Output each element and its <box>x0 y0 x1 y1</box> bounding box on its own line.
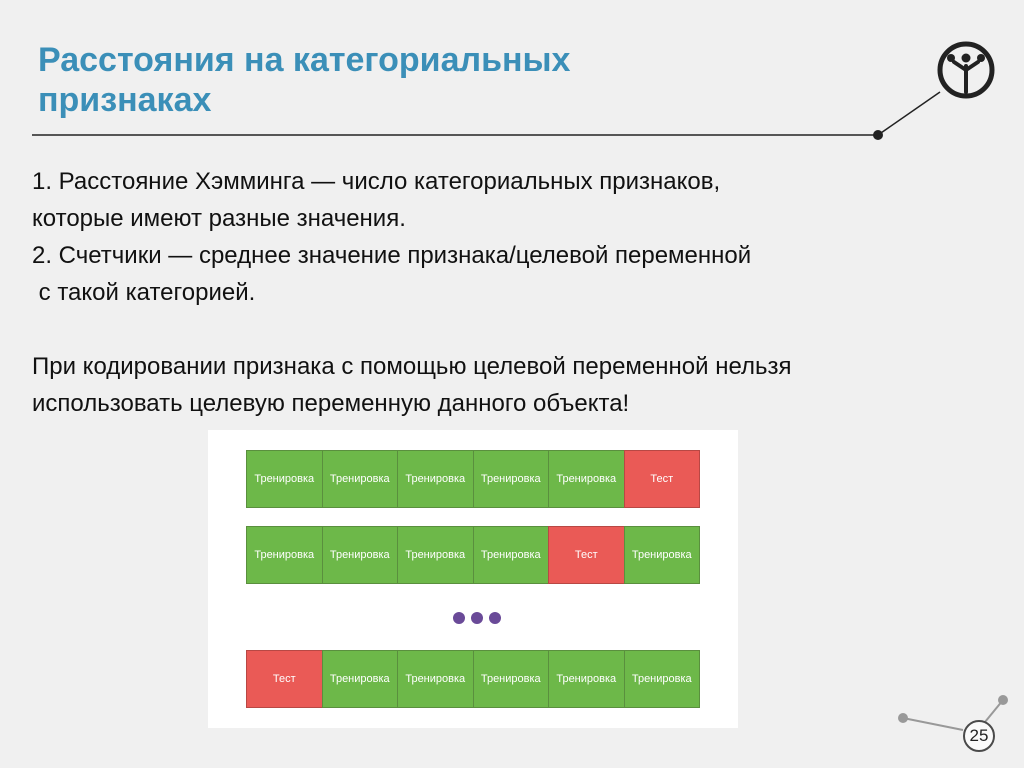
train-fold-cell: Тренировка <box>473 650 549 708</box>
footer-connector-line <box>903 718 963 730</box>
body-line-6: использовать целевую переменную данного объекта! <box>32 390 630 417</box>
ellipsis-dots <box>453 610 501 626</box>
train-fold-cell: Тренировка <box>397 526 473 584</box>
connector-line <box>878 92 940 135</box>
ellipsis-dot <box>453 612 465 624</box>
logo-icon <box>940 44 992 96</box>
paragraph-gap <box>32 311 1012 348</box>
train-fold-cell: Тренировка <box>548 450 624 508</box>
body-line-4: с такой категорией. <box>32 279 256 306</box>
train-fold-cell: Тренировка <box>246 450 322 508</box>
test-fold-cell: Тест <box>548 526 624 584</box>
body-line-1: 1. Расстояние Хэмминга — число категориальных признаков, <box>32 168 721 195</box>
page-number: 25 <box>963 720 995 752</box>
test-fold-cell: Тест <box>624 450 701 508</box>
train-fold-cell: Тренировка <box>322 450 398 508</box>
train-fold-cell: Тренировка <box>624 526 701 584</box>
body-line-2: которые имеют разные значения. <box>32 205 406 232</box>
body-line-5: При кодировании признака с помощью целевой переменной нельзя <box>32 353 792 380</box>
train-fold-cell: Тренировка <box>246 526 322 584</box>
train-fold-cell: Тренировка <box>548 650 624 708</box>
train-fold-cell: Тренировка <box>322 650 398 708</box>
fold-row-3 <box>246 650 700 708</box>
fold-row-2 <box>246 526 700 584</box>
ellipsis-dot <box>471 612 483 624</box>
test-fold-cell: Тест <box>246 650 322 708</box>
body-line-3: 2. Счетчики — среднее значение признака/целевой переменной <box>32 242 752 269</box>
slide-title: Расстояния на категориальных признаках <box>38 41 571 119</box>
footer-dot <box>898 713 908 723</box>
train-fold-cell: Тренировка <box>397 650 473 708</box>
train-fold-cell: Тренировка <box>473 450 549 508</box>
connector-dot <box>873 130 883 140</box>
train-fold-cell: Тренировка <box>473 526 549 584</box>
train-fold-cell: Тренировка <box>624 650 701 708</box>
footer-dot-2 <box>998 695 1008 705</box>
train-fold-cell: Тренировка <box>322 526 398 584</box>
slide-body <box>32 163 1012 422</box>
train-fold-cell: Тренировка <box>397 450 473 508</box>
cross-validation-figure <box>208 430 738 728</box>
ellipsis-dot <box>489 612 501 624</box>
fold-row-1 <box>246 450 700 508</box>
